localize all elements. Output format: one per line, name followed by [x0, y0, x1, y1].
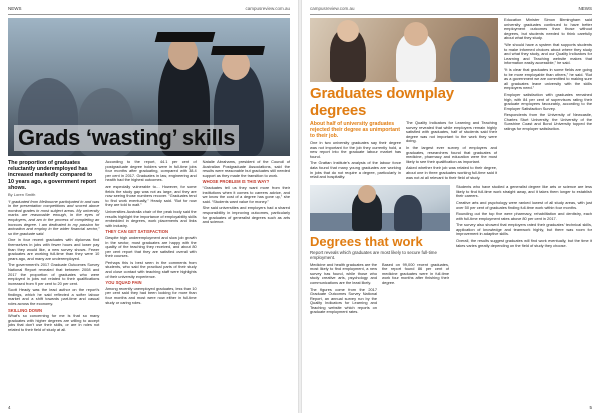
- story-headline-2: Degrees that work: [310, 234, 423, 250]
- story-paragraph: Students who have studied a generalist degree like arts or science are less likely to find full-time work straight away, and it takes them longer to establish their careers.: [456, 184, 592, 199]
- article-paragraph: Natalie Abrahams, president of the Council of Australian Postgraduate Associations, said the results were reasonable but graduates still needed support as they made the transition to work.: [202, 159, 291, 178]
- subheading: YOU SQUAD PAIN: [105, 280, 142, 286]
- bottom-story-side-column: [456, 185, 592, 317]
- story-paragraph: The figures come from the 2017 Graduate Outcomes Survey National Report, an annual survey run by the Quality Indicators for Learning and Teaching website which reports on graduate employment rates.: [310, 286, 377, 315]
- story-paragraph: Based on 99,000 recent graduates, the report found 86 per cent of medicine graduates were in full-time work four months after finishing their degree.: [382, 261, 449, 285]
- article-standfirst: The proportion of graduates reluctantly underemployed has increased markedly compared to 10 years ago, a government report shows.: [8, 160, 97, 191]
- top-story-side-column: [504, 18, 592, 182]
- article-paragraph: The government's 2017 Graduate Outcomes Survey National Report revealed that between 2008 and 2017 the proportion of graduates who were employed in jobs not related to their qualifications increased from 9 per cent to 20 per cent.: [8, 262, 100, 286]
- article-headline: Grads ‘wasting’ skills: [14, 125, 239, 151]
- story-paragraph: Respondents from the University of Newcastle, Charles Sturt University, the University of the Sunshine Coast and Bond University topped the ratings for employer satisfaction.: [504, 112, 592, 132]
- site-url: campusreview.com.au: [245, 6, 290, 11]
- story-paragraph: Overall, the results suggest graduates will find work eventually, but the time it takes varies greatly depending on the field of study they choose.: [456, 238, 592, 248]
- page-number-right: 5: [589, 405, 592, 410]
- subheading: SKILLING DOWN: [8, 307, 42, 313]
- story-column-1: [310, 121, 401, 182]
- story-paragraph: Rounding out the top five were pharmacy, rehabilitation and dentistry, each with full-time employment rates above 80 per cent in 2017.: [456, 211, 592, 221]
- article-column-3: [203, 160, 290, 335]
- subheading: WHOSE PROBLEM IS THIS WAY?: [202, 179, 270, 185]
- photo-graduate-portrait: [310, 185, 450, 231]
- hero-photo-graduates: [8, 18, 290, 156]
- article-paragraph: According to the report, 44.1 per cent of postgraduate degree holders were in full-time jobs four months after graduating, compared with 38.4 per cent in 2017. Graduates in law, engineering and health had the highest outcomes.: [105, 159, 197, 183]
- story-paragraph: Medicine and health graduates are the most likely to find employment, a new survey has found, while those who study creative arts, psychology and communications are the least likely.: [310, 261, 377, 285]
- page-number-left: 4: [8, 405, 11, 410]
- story-paragraph: “We should have a system that supports students to make informed choices about where they study and what they study, and our Quality Indicators for Learning and Teaching website makes that information easily accessible,” he said.: [504, 41, 592, 66]
- running-header-right: [310, 6, 592, 15]
- top-story-main: [310, 18, 498, 182]
- bottom-story: [310, 185, 592, 317]
- article-columns: [8, 160, 290, 335]
- story-paragraph: The Quality Indicators for Learning and Teaching survey revealed that while employers remain highly satisfied with graduates, half of students said their degree was not important to the work they were doing.: [406, 120, 497, 144]
- story-paragraph: In the largest ever survey of employers and graduates, researchers found that graduates of medicine, pharmacy and education were the most likely to see their qualification as important.: [406, 144, 497, 164]
- story-paragraph: Asked whether their job was related to their degree, about one in three graduates working full-time said it was not at all relevant to their field of study.: [406, 165, 497, 180]
- article-paragraph: Among recently unemployed graduates, less than 10 per cent said they had been looking for more than four months and most were now either in full-time study or caring roles.: [105, 285, 197, 305]
- site-url: campusreview.com.au: [310, 6, 355, 11]
- story-2-columns: [310, 263, 450, 318]
- story-paragraph: Employer satisfaction with graduates remained high, with 84 per cent of supervisors rating their graduate employees favourably, according to the Employer Satisfaction Survey.: [504, 91, 592, 111]
- subheading: THEY CAN GET SATISFACTION: [105, 229, 168, 235]
- story-standfirst-2: Report reveals which graduates are most likely to secure full-time employment.: [310, 250, 437, 261]
- article-paragraph: One in four recent graduates with diplomas find themselves in jobs with fewer hours and lower pay than they would like, a new survey shows. Fewer graduates are working full-time than they were 10 years ago, and many are underemployed.: [8, 237, 100, 261]
- article-paragraph: are especially vulnerable to… However, for some fields the study gap was not as large, and they are now seeing those numbers recover. “Graduates tend to find work eventually,” Heady said. “But for now they are told to wait.”: [105, 183, 197, 208]
- article-paragraph: “Graduates tell us they want more from their institutions when it comes to careers advice, and we know the cost of a degree has gone up,” she said. “Students want value for money.”: [202, 184, 291, 204]
- left-page: [0, 0, 298, 413]
- article-column-2: [105, 160, 196, 335]
- article-paragraph: Scott Heady was the lead author on the report’s findings, which he said reflected a softer labour market and a shift towards part-time and casual roles across the economy.: [8, 287, 100, 307]
- photo-graduates-group: [310, 18, 498, 82]
- story-2-column-1: [310, 263, 377, 318]
- story-paragraph: The survey also showed that employers rated their graduates’ technical skills, application of knowledge and teamwork highly, but there was room for improvement in adaptive skills.: [456, 222, 592, 237]
- bottom-story-main: [310, 185, 450, 317]
- story-headline: Graduates downplay degrees: [310, 85, 454, 119]
- section-label: NEWS: [8, 6, 22, 11]
- article-byline: By Loren Smith: [8, 192, 36, 198]
- article-paragraph: Universities Australia chair of the peak body said the results highlight the importance of employability skills embedded in degrees, work placements and links with industry.: [105, 208, 197, 228]
- running-header-left: [8, 6, 290, 15]
- story-paragraph: “It is clear that graduates in some fields are going to be more employable than others,” he said. “But as a government we are committed to making sure all graduates leave university with the skills employers need.”: [504, 66, 592, 91]
- story-column-2: [406, 121, 497, 182]
- story-paragraph: Education Minister Simon Birmingham said university graduates continued to have better employment outcomes than those without degrees, but students needed to think carefully about what they study.: [504, 17, 592, 41]
- article-column-1: [8, 160, 99, 335]
- article-paragraph: Perhaps this is best seen in the comments from students, who said the practical parts of their study and close contact with teaching staff were highlights of their university experience.: [105, 259, 197, 279]
- article-intro: “I graduated from Melbourne participated in and was in the presentation competitions and scored above nominal grades in most subject areas. My university marks are reasonable enough, in the eyes of employers, and am in the process of completing an honours degree. I am dedicated to my passion for animation and employ in the wider financial sector,” so the graduate said.: [8, 198, 100, 236]
- top-story: [310, 18, 592, 182]
- story-paragraph: Creative arts and psychology were ranked lowest of all study areas, with just over 50 per cent of graduates finding full-time work within four months.: [456, 199, 592, 210]
- story-columns: [310, 121, 498, 182]
- article-paragraph: She said universities and employers had a shared responsibility in improving outcomes, particularly for graduates of generalist degrees such as arts and science.: [202, 205, 291, 225]
- story-paragraph: The Grattan Institute’s analysis of the labour force data found that many young graduates are working in jobs that do not require a degree, particularly in retail and hospitality.: [310, 160, 401, 180]
- right-page: [302, 0, 600, 413]
- story-paragraph: One in two university graduates say their degree was not important for the job they currently hold, a new report into the graduate labour market has found.: [310, 140, 401, 159]
- article-paragraph: What’s so concerning for me is that so many graduates with higher degrees are willing to accept jobs that don’t use their skills, or are in roles not related to their field of study at all.: [8, 313, 100, 333]
- story-2-column-2: [382, 263, 449, 318]
- story-standfirst: About half of university graduates rejected their degree as unimportant to their job.: [310, 121, 400, 139]
- section-label: NEWS: [578, 6, 592, 11]
- article-paragraph: Despite high underemployment and slow job growth in the sector, most graduates are happy with the quality of the teaching they received, and about 80 per cent report that they are satisfied overall with their courses.: [105, 234, 197, 259]
